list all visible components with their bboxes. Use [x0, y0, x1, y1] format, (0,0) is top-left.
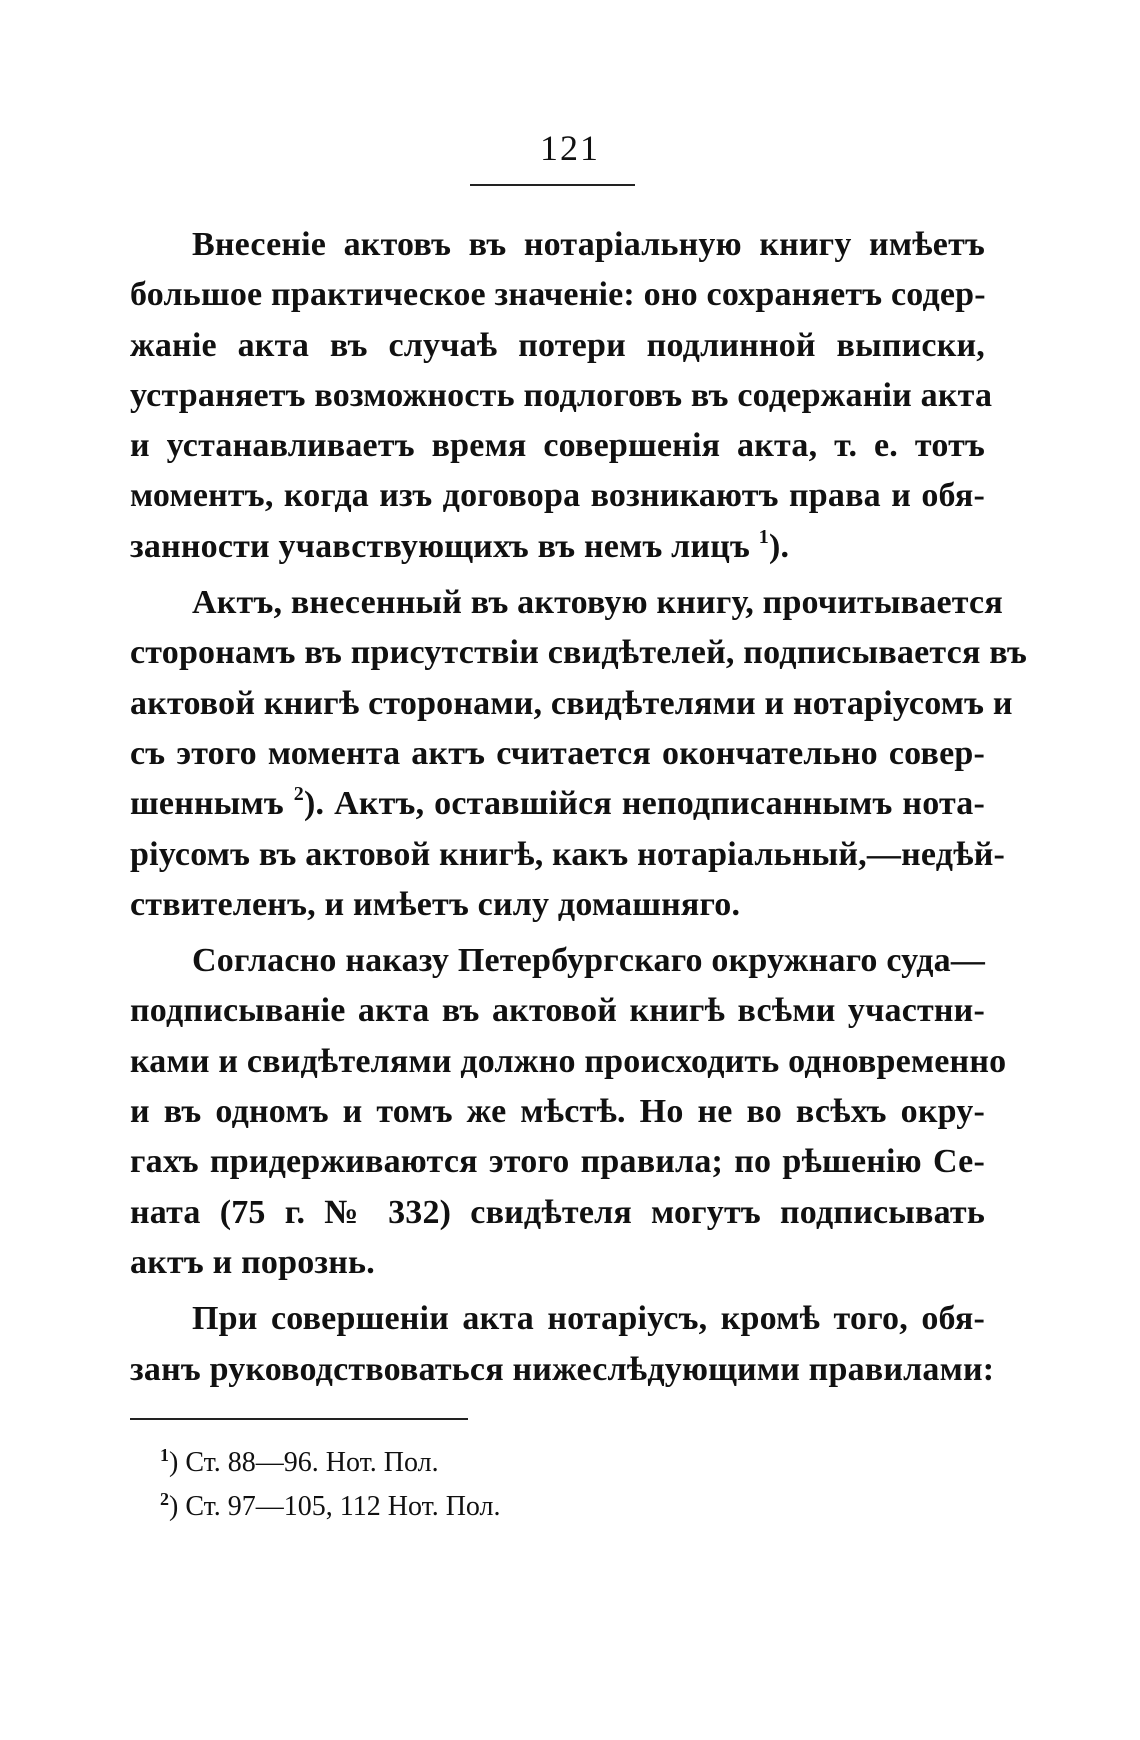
- footnote-text: ) Ст. 88—96. Нот. Пол.: [169, 1447, 439, 1478]
- text-line: ками и свидѣтелями должно происходить одновременно: [130, 1042, 1007, 1080]
- footnote-ref-1: 1: [758, 525, 769, 548]
- text-line: жаніе акта въ случаѣ потери подлинной выписки,: [130, 326, 985, 364]
- text-line: [130, 522, 985, 572]
- text-line: сторонамъ въ присутствіи свидѣтелей, подписывается въ: [130, 634, 1028, 672]
- text-line-tail: ). Актъ, оставшійся неподписаннымъ нота-: [304, 785, 985, 823]
- body-text: [130, 220, 1028, 1401]
- paragraph-4: [130, 1294, 995, 1395]
- paragraph-1: [130, 220, 993, 572]
- page-number-rule: [470, 184, 635, 186]
- text-line-content: шеннымъ: [130, 785, 284, 823]
- footnote-2: [160, 1485, 760, 1529]
- text-line: [130, 779, 985, 829]
- text-line: ствителенъ, и имѣетъ силу домашняго.: [130, 885, 741, 923]
- text-line: моментъ, когда изъ договора возникаютъ права и обя-: [130, 477, 985, 515]
- text-line: Согласно наказу Петербургскаго окружнаго суда—: [192, 942, 986, 980]
- text-line: и устанавливаетъ время совершенія акта, т. е. тотъ: [130, 427, 985, 465]
- footnote-text: ) Ст. 97—105, 112 Нот. Пол.: [169, 1491, 501, 1522]
- paragraph-2: [130, 578, 1028, 930]
- text-line: съ этого момента актъ считается окончательно совер-: [130, 734, 985, 772]
- text-line: Актъ, внесенный въ актовую книгу, прочитывается: [192, 584, 1003, 622]
- text-line: ната (75 г. № 332) свидѣтеля могутъ подписывать: [130, 1193, 985, 1231]
- text-line: При совершеніи акта нотаріусъ, кромѣ того, обя-: [192, 1300, 985, 1338]
- text-line: актъ и порознь.: [130, 1243, 375, 1281]
- text-line: Внесеніе актовъ въ нотаріальную книгу имѣетъ: [192, 226, 985, 263]
- paragraph-3: [130, 936, 1007, 1288]
- text-line: гахъ придерживаются этого правила; по рѣшенію Се-: [130, 1143, 985, 1181]
- text-line: подписываніе акта въ актовой книгѣ всѣми участни-: [130, 992, 985, 1030]
- footnote-separator: [130, 1418, 468, 1420]
- footnote-1: [160, 1441, 760, 1485]
- text-line-tail: ).: [768, 527, 790, 565]
- text-line: устраняетъ возможность подлоговъ въ содержаніи акта: [130, 376, 993, 414]
- footnote-mark: 1: [160, 1445, 169, 1465]
- text-line: актовой книгѣ сторонами, свидѣтелями и нотаріусомъ и: [130, 684, 1013, 722]
- footnote-ref-2: 2: [293, 783, 304, 806]
- text-line: ріусомъ въ актовой книгѣ, какъ нотаріальный,—недѣй-: [130, 835, 1006, 873]
- text-line-content: занности учавствующихъ въ немъ лицъ: [130, 527, 751, 565]
- footnotes: [160, 1441, 760, 1529]
- text-line: большое практическое значеніе: оно сохраняетъ содер-: [130, 276, 986, 314]
- text-line: занъ руководствоваться нижеслѣдующими правилами:: [130, 1350, 995, 1388]
- text-line: и въ одномъ и томъ же мѣстѣ. Но не во всѣхъ окру-: [130, 1093, 985, 1131]
- footnote-mark: 2: [160, 1489, 169, 1509]
- page-number: 121: [540, 128, 600, 168]
